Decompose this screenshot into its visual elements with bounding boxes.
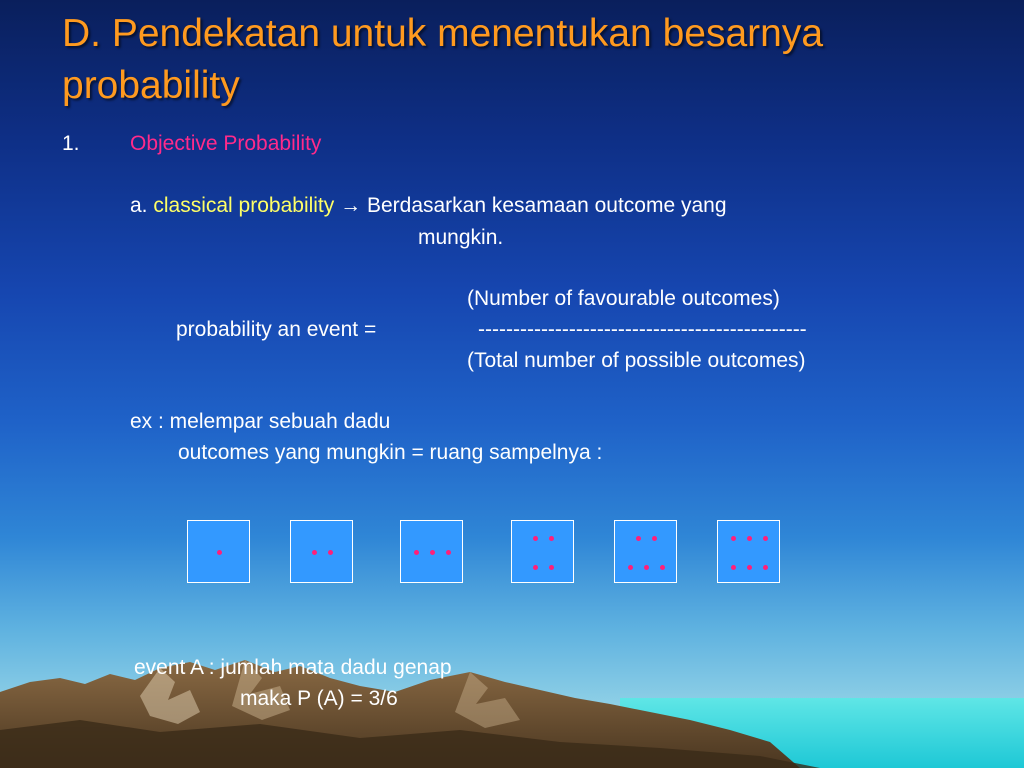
- die-face-2: [290, 520, 353, 583]
- example-line-1: ex : melempar sebuah dadu: [130, 410, 391, 433]
- sub-a-desc-line-2: mungkin.: [418, 226, 504, 249]
- event-line-1: event A : jumlah mata dadu genap: [134, 656, 452, 679]
- die-pip: [217, 550, 222, 555]
- die-face-1: [187, 520, 250, 583]
- die-face-3: [400, 520, 463, 583]
- formula-numerator: (Number of favourable outcomes): [467, 287, 780, 310]
- formula-label: probability an event =: [176, 318, 377, 341]
- item-heading: Objective Probability: [130, 132, 322, 155]
- die-pip: [660, 565, 665, 570]
- die-pip: [446, 550, 451, 555]
- sub-a-arrow: →: [340, 194, 362, 217]
- sub-a-prefix: a.: [130, 194, 148, 217]
- sub-a-line: [130, 193, 727, 219]
- title-line-2: probability: [62, 64, 240, 107]
- sub-a-desc-line-1: Berdasarkan kesamaan outcome yang: [366, 194, 727, 217]
- die-pip: [644, 565, 649, 570]
- item-number: 1.: [62, 132, 80, 155]
- die-pip: [628, 565, 633, 570]
- die-pip: [549, 565, 554, 570]
- die-face-6: [717, 520, 780, 583]
- die-pip: [747, 565, 752, 570]
- die-pip: [731, 536, 736, 541]
- example-line-2: outcomes yang mungkin = ruang sampelnya :: [178, 441, 603, 464]
- die-pip: [549, 536, 554, 541]
- die-pip: [312, 550, 317, 555]
- die-pip: [430, 550, 435, 555]
- mountain-landscape: [0, 620, 1024, 768]
- sub-a-term: classical probability: [153, 194, 335, 217]
- die-pip: [636, 536, 641, 541]
- die-pip: [414, 550, 419, 555]
- die-pip: [731, 565, 736, 570]
- die-pip: [652, 536, 657, 541]
- formula-denominator: (Total number of possible outcomes): [467, 349, 806, 372]
- title-line-1: D. Pendekatan untuk menentukan besarnya: [62, 12, 824, 55]
- die-pip: [747, 536, 752, 541]
- event-line-2: maka P (A) = 3/6: [240, 687, 398, 710]
- die-pip: [533, 565, 538, 570]
- die-pip: [763, 565, 768, 570]
- die-face-4: [511, 520, 574, 583]
- die-pip: [533, 536, 538, 541]
- formula-divider: -----------------------------------------------: [478, 318, 807, 341]
- slide-title: [62, 8, 823, 112]
- die-pip: [763, 536, 768, 541]
- die-pip: [328, 550, 333, 555]
- die-face-5: [614, 520, 677, 583]
